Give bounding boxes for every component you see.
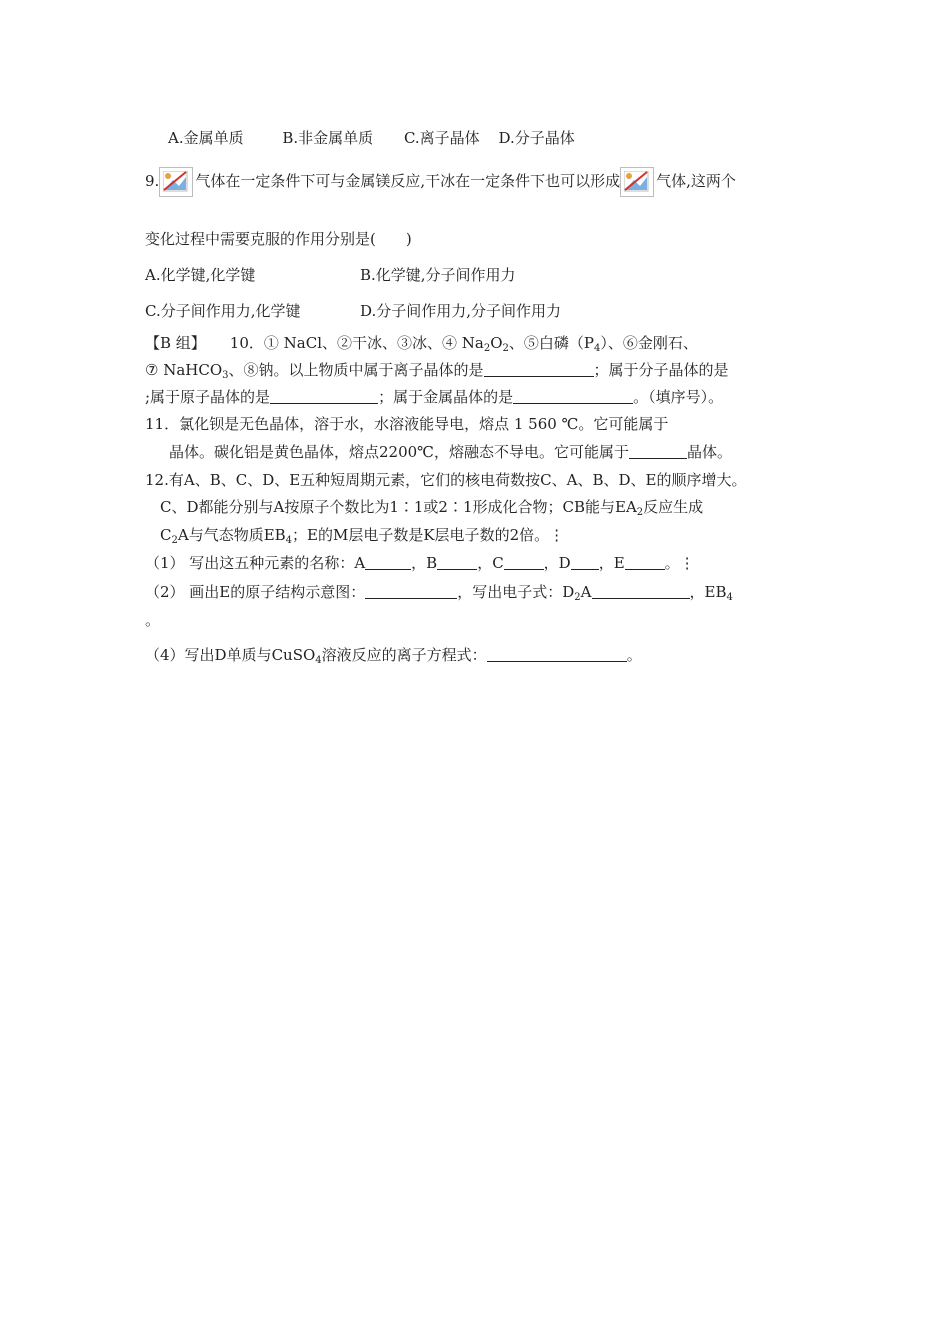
answer-blank[interactable] [437, 555, 477, 570]
option-a: A.金属单质 [168, 129, 244, 147]
answer-blank[interactable] [629, 444, 687, 459]
subscript: 4 [315, 655, 322, 666]
question-10-line-2 [145, 360, 729, 380]
q10-text: 10．① NaCl、②干冰、③冰、④ Na [229, 334, 484, 352]
question-9-line-1 [145, 164, 736, 198]
subscript: 2 [171, 535, 178, 546]
q12-text: ，D [543, 554, 571, 572]
q12-text: A [580, 583, 592, 601]
q12-part-4 [145, 645, 642, 665]
question-12-line-3 [160, 525, 564, 545]
q11-text: 晶体。 [686, 443, 732, 461]
q12-part-2 [145, 582, 733, 602]
option-c: C.分子间作用力,化学键 [145, 302, 301, 320]
answer-blank[interactable] [270, 389, 378, 404]
q12-text: ，C [477, 554, 504, 572]
subscript: 4 [594, 343, 601, 354]
q11-line-1: 11．氯化钡是无色晶体，溶于水，水溶液能导电，熔点 1 560 ℃。它可能属于 [145, 415, 669, 433]
q12-line-1: 12.有A、B、C、D、E五种短周期元素，它们的核电荷数按C、A、B、D、E的顺序增大。 [145, 471, 747, 489]
option-c: C.离子晶体 [403, 129, 480, 147]
answer-blank[interactable] [625, 555, 665, 570]
q10-text: ;属于原子晶体的是 [145, 388, 271, 406]
q12-part-1 [145, 553, 695, 573]
subscript: 2 [502, 343, 509, 354]
question-8-options [168, 128, 575, 148]
q10-text: 、⑤白磷（P [508, 334, 594, 352]
q10-text: ；属于分子晶体的是 [593, 361, 729, 379]
broken-image-icon [620, 167, 654, 197]
q12-text: （2） 画出E的原子结构示意图： [145, 583, 366, 601]
answer-blank[interactable] [571, 555, 599, 570]
q9-text-2: 气体,这两个 [656, 172, 736, 190]
q12-text: C [160, 526, 172, 544]
question-11-line-2 [169, 442, 732, 462]
answer-blank[interactable] [513, 389, 633, 404]
answer-blank[interactable] [487, 647, 627, 662]
answer-blank[interactable] [484, 362, 594, 377]
question-10-line-3 [145, 387, 723, 407]
option-b: B.化学键,分子间作用力 [360, 266, 516, 284]
q12-text: ，E [598, 554, 625, 572]
q12-text: ；E的M层电子数是K层电子数的2倍。⋮ [292, 526, 565, 544]
q9-options-ab [145, 265, 516, 285]
answer-blank[interactable] [504, 555, 544, 570]
q10-text: O [490, 334, 503, 352]
q10-text: 、⑧钠。以上物质中属于离子晶体的是 [228, 361, 484, 379]
q10-text: ）、⑥金刚石、 [600, 334, 698, 352]
broken-image-icon [159, 167, 193, 197]
q12-text: ，B [411, 554, 438, 572]
answer-blank[interactable] [365, 584, 457, 599]
subscript: 2 [636, 507, 644, 518]
q12-text: C、D都能分别与A按原子个数比为1∶1或2∶1形成化合物；CB能与EA [160, 498, 637, 516]
q10-text: ；属于金属晶体的是 [378, 388, 514, 406]
q10-text: ⑦ NaHCO [145, 361, 223, 379]
question-12-line-2 [160, 497, 703, 517]
q12-text: ，EB [689, 583, 727, 601]
q9-options-cd [145, 301, 561, 321]
q12-text: A与气态物质EB [177, 526, 286, 544]
group-label: 【B 组】 [145, 334, 206, 352]
q12-text: （1） 写出这五种元素的名称：A [145, 554, 366, 572]
option-b: B.非金属单质 [282, 129, 374, 147]
subscript: 2 [574, 592, 581, 603]
subscript: 4 [726, 592, 733, 603]
answer-blank[interactable] [592, 584, 690, 599]
q12-text: 反应生成 [643, 498, 704, 516]
q12-part-2-end: 。 [145, 611, 161, 629]
subscript: 4 [285, 535, 293, 546]
subscript: 3 [222, 370, 229, 381]
q9-text-1: 气体在一定条件下可与金属镁反应,干冰在一定条件下也可以形成 [195, 172, 621, 190]
question-number: 9. [145, 172, 160, 190]
q10-text: 。（填序号）。 [633, 388, 724, 406]
q12-text: 。 [626, 646, 642, 664]
q11-text: 晶体。碳化铝是黄色晶体，熔点2200℃，熔融态不导电。它可能属于 [169, 443, 629, 461]
q12-text: （4）写出D单质与CuSO [145, 646, 316, 664]
question-10-line-1 [145, 333, 698, 353]
option-d: D.分子间作用力,分子间作用力 [360, 302, 562, 320]
q12-text: 溶液反应的离子方程式： [321, 646, 487, 664]
option-a: A.化学键,化学键 [145, 266, 256, 284]
subscript: 2 [483, 343, 491, 354]
q12-text: 。⋮ [664, 554, 695, 572]
answer-blank[interactable] [365, 555, 411, 570]
q9-text-3: 变化过程中需要克服的作用分别是( ) [145, 230, 412, 248]
q12-text: ，写出电子式：D [457, 583, 575, 601]
option-d: D.分子晶体 [498, 129, 575, 147]
